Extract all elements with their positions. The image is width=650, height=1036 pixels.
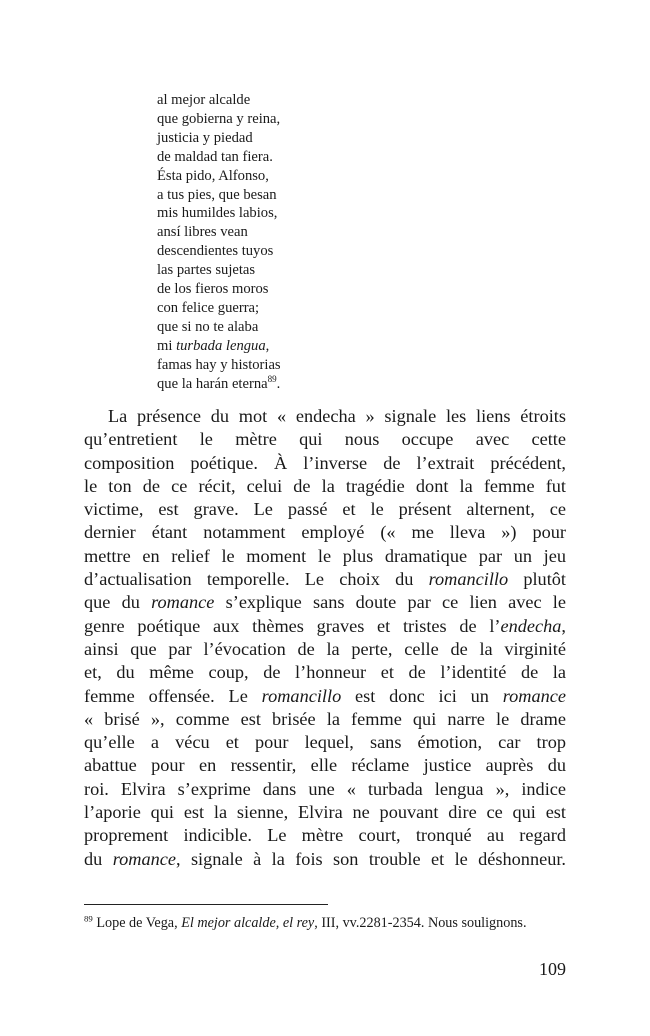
verse-text: .	[276, 375, 281, 392]
verse-text: que la harán eterna	[157, 375, 268, 392]
footnote-divider	[84, 904, 328, 905]
paragraph-line: ainsi que par l’évocation de la perte, celle de la virginité	[84, 638, 566, 659]
paragraph-line: roi. Elvira s’exprime dans une « turbada lengua », indice	[84, 778, 566, 799]
paragraph-line	[84, 848, 566, 871]
paragraph-line: et, du même coup, de l’honneur et de l’identité de la	[84, 662, 566, 683]
verse-text: mi	[157, 337, 177, 354]
text: ,	[561, 615, 566, 636]
text: , signale à la fois son trouble et le déshonneur.	[175, 848, 566, 869]
verse-text: ,	[265, 337, 270, 354]
text: s’explique sans doute par ce lien avec le	[214, 592, 566, 613]
italic-term: romancillo	[261, 685, 342, 706]
footnote-ref[interactable]: 89	[267, 373, 277, 384]
footnote-number: 89	[84, 913, 93, 924]
text: plutôt	[508, 569, 566, 590]
paragraph-line: abattue pour en ressentir, elle réclame justice auprès du	[84, 755, 566, 776]
verse-line: famas hay y historias	[157, 356, 281, 373]
paragraph-line	[84, 615, 566, 638]
paragraph-line: mettre en relief le moment le plus dramatique par un jeu	[84, 545, 566, 566]
text: que du	[84, 592, 152, 613]
verse-line	[157, 337, 281, 356]
verse-line: a tus pies, que besan	[157, 186, 277, 203]
verse-quotation	[157, 91, 281, 394]
text: d’actualisation temporelle. Le choix du	[84, 569, 429, 590]
paragraph-line: proprement indicible. Le mètre court, tronqué au regard	[84, 825, 566, 846]
verse-line: con felice guerra;	[157, 299, 260, 316]
verse-line: descendientes tuyos	[157, 243, 274, 260]
verse-line: Ésta pido, Alfonso,	[157, 167, 269, 184]
verse-line: ansí libres vean	[157, 224, 248, 241]
footnote	[84, 914, 527, 932]
italic-term: romance	[151, 592, 215, 613]
italic-term: endecha	[500, 615, 562, 636]
paragraph-line	[84, 568, 566, 591]
text: genre poétique aux thèmes graves et tristes de l’	[84, 615, 501, 636]
paragraph-line: dernier étant notamment employé (« me lleva ») pour	[84, 522, 566, 543]
paragraph-line: qu’elle a vécu et pour lequel, sans émotion, car trop	[84, 732, 566, 753]
text: femme offensée. Le	[84, 685, 262, 706]
italic-term: romance	[112, 848, 176, 869]
paragraph-line	[84, 685, 566, 708]
verse-line: que gobierna y reina,	[157, 110, 281, 127]
verse-line: las partes sujetas	[157, 262, 256, 279]
verse-line: que si no te alaba	[157, 318, 259, 335]
page-number: 109	[539, 959, 566, 979]
verse-line: de maldad tan fiera.	[157, 148, 273, 165]
verse-line: de los fieros moros	[157, 281, 269, 298]
verse-line: al mejor alcalde	[157, 92, 251, 108]
verse-italic: turbada lengua	[176, 337, 266, 354]
paragraph-line: l’aporie qui est la sienne, Elvira ne pouvant dire ce qui est	[84, 802, 566, 823]
text: du	[84, 848, 113, 869]
paragraph-line	[84, 591, 566, 614]
footnote-title: El mejor alcalde, el rey	[181, 915, 315, 931]
paragraph-line: composition poétique. À l’inverse de l’extrait précédent,	[84, 452, 566, 473]
paragraph-line: qu’entretient le mètre qui nous occupe avec cette	[84, 429, 566, 450]
paragraph-line: « brisé », comme est brisée la femme qui narre le drame	[84, 708, 566, 729]
footnote-text: , III, vv.2281-2354. Nous soulignons.	[314, 915, 527, 931]
paragraph-line: le ton de ce récit, celui de la tragédie dont la femme fut	[84, 475, 566, 496]
italic-term: romance	[502, 685, 567, 706]
body-paragraph	[84, 405, 566, 871]
verse-line	[157, 375, 281, 394]
footnote-text: Lope de Vega,	[92, 915, 182, 931]
italic-term: romancillo	[428, 569, 509, 590]
text: est donc ici un	[341, 685, 503, 706]
paragraph-line: La présence du mot « endecha » signale les liens étroits	[108, 406, 566, 426]
verse-line: justicia y piedad	[157, 129, 253, 146]
verse-line: mis humildes labios,	[157, 205, 278, 222]
paragraph-line: victime, est grave. Le passé et le présent alternent, ce	[84, 499, 566, 520]
